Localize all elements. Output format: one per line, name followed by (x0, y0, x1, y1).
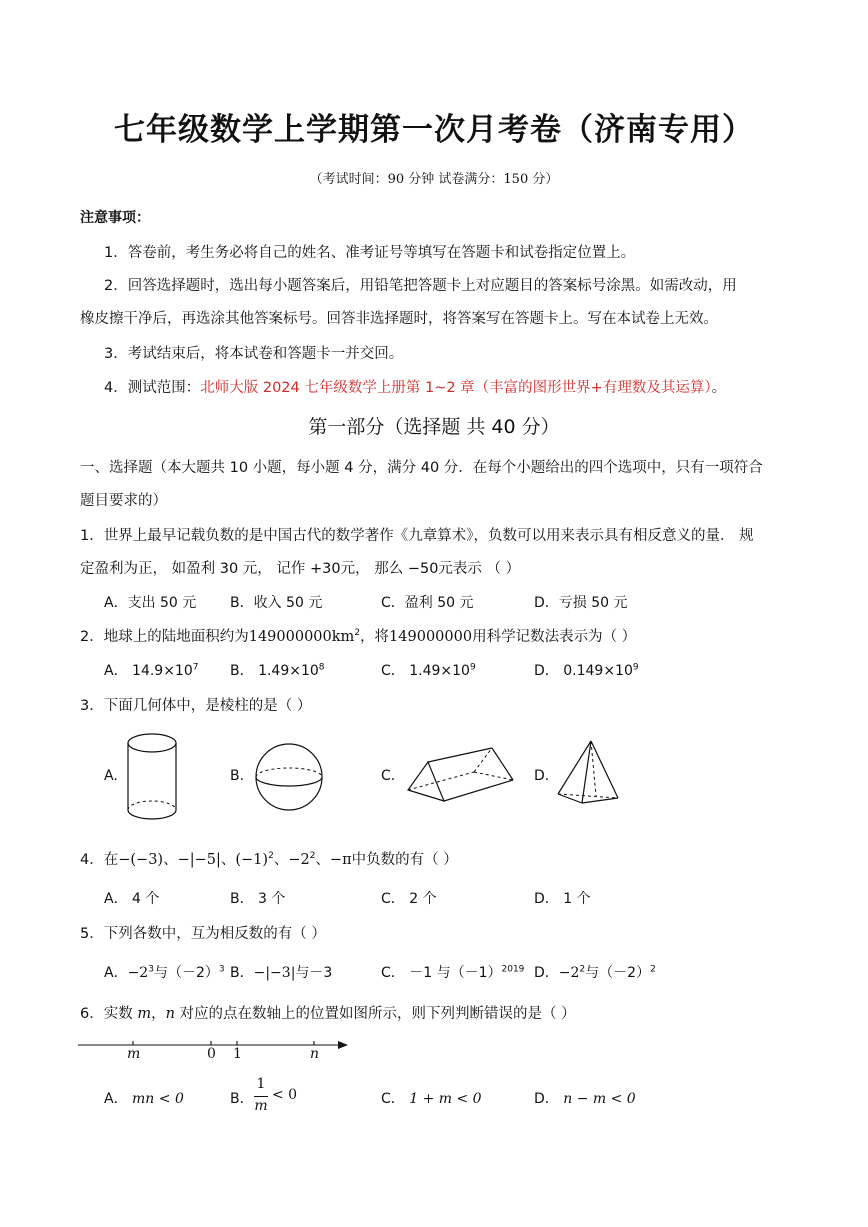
q4-stem-b: 中负数的有（ ） (351, 852, 458, 868)
q5-a-label: A． (104, 965, 128, 981)
q3-option-d-label: D. (534, 768, 550, 784)
q2-option-a (104, 660, 198, 680)
number-line-label-n: n (310, 1046, 320, 1062)
q2-option-c (381, 660, 476, 680)
note-4 (104, 376, 726, 397)
q1-option-d: D．亏损 50 元 (534, 595, 628, 611)
q4-expr-2: −|−5| (177, 852, 221, 868)
q5-a-expr: −2 (127, 965, 149, 981)
number-line-label-1: 1 (233, 1046, 242, 1062)
q2-d-base: 0.149×10 (563, 663, 633, 679)
q5-option-c (381, 962, 524, 982)
q5-option-b (230, 962, 332, 982)
q4-option-c: C． 2 个 (381, 891, 437, 907)
number-line-label-m: m (127, 1046, 141, 1062)
q5-option-a (104, 962, 225, 982)
q5-stem: 5．下列各数中，互为相反数的有（ ） (80, 926, 326, 942)
part-title: 第一部分（选择题 共 40 分） (308, 416, 560, 438)
number-line-label-0: 0 (207, 1046, 216, 1062)
q6-option-b (230, 1088, 254, 1108)
q2-c-base: 1.49×10 (409, 663, 470, 679)
q2-stem-b: ，将 (360, 629, 390, 645)
q6-var-m: m (137, 1006, 152, 1022)
note-3: 3．考试结束后，将本试卷和答题卡一并交回。 (104, 346, 404, 362)
q4-option-b: B． 3 个 (230, 891, 286, 907)
q6-d-label: D． (534, 1091, 559, 1107)
q6-stem-a: 6．实数 (80, 1006, 138, 1022)
q6-comma: ， (151, 1006, 166, 1022)
q6-b-label: B． (230, 1091, 254, 1107)
q6-b-denominator: m (254, 1098, 268, 1114)
exam-info: （考试时间：90 分钟 试卷满分：150 分） (309, 172, 559, 187)
q4-expr-3: (−1) (235, 852, 269, 868)
q6-a-label: A． (104, 1091, 128, 1107)
q4-sep-3: 、 (273, 852, 289, 868)
q1-option-a: A．支出 50 元 (104, 595, 197, 611)
section-instructions-line-1: 一、选择题（本大题共 10 小题，每小题 4 分，满分 40 分．在每个小题给出的四个选项中，只有一项符合 (80, 460, 763, 476)
q6-a-expr: mn < 0 (132, 1091, 184, 1107)
q6-b-fraction-bar (254, 1096, 268, 1097)
q6-c-expr: 1 + m < 0 (409, 1091, 482, 1107)
q4-expr-1: −(−3) (118, 852, 164, 868)
q2-stem-a: 2．地球上的陆地面积约为 (80, 629, 249, 645)
q4-sep-2: 、 (220, 852, 236, 868)
q2-a-base: 14.9×10 (132, 663, 193, 679)
triangular-prism-figure (404, 740, 516, 806)
q6-var-n: n (165, 1006, 175, 1022)
q4-expr-4-exp: 2 (309, 851, 316, 862)
q5-d-label: D． (534, 965, 559, 981)
sphere-figure (254, 742, 324, 812)
q2-d-exp: 9 (632, 662, 639, 673)
q5-a-rest: 与（－2） (153, 965, 219, 981)
q6-c-label: C． (381, 1091, 405, 1107)
q4-expr-4: −2 (288, 852, 310, 868)
q1-stem-line-1: 1．世界上最早记载负数的是中国古代的数学著作《九章算术》，负数可以用来表示具有相反意义的量． 规 (80, 528, 754, 544)
notes-heading: 注意事项： (80, 210, 150, 226)
test-range: 北师大版 2024 七年级数学上册第 1~2 章（丰富的图形世界+有理数及其运算） (200, 380, 712, 396)
note-1: 1．答卷前，考生务必将自己的姓名、准考证号等填写在答题卡和试卷指定位置上。 (104, 245, 636, 261)
q2-b-base: 1.49×10 (258, 663, 319, 679)
q2-option-d (534, 660, 639, 680)
q2-a-exp: 7 (192, 662, 199, 673)
q2-b-label: B． (230, 663, 254, 679)
q5-a-exp: 3 (148, 964, 154, 975)
q4-expr-5: −π (329, 852, 352, 868)
q3-stem: 3．下面几何体中，是棱柱的是（ ） (80, 698, 312, 714)
cylinder-figure (124, 732, 180, 822)
q3-option-c-label: C. (381, 768, 396, 784)
q2-d-label: D． (534, 663, 559, 679)
note-4-suffix: 。 (711, 380, 727, 396)
q3-option-a-label: A. (104, 768, 118, 784)
q6-b-numerator: 1 (256, 1076, 266, 1092)
q6-option-d (534, 1088, 636, 1108)
q6-option-c (381, 1088, 482, 1108)
q6-option-a (104, 1088, 184, 1108)
q6-stem-b: 对应的点在数轴上的位置如图所示，则下列判断错误的是（ ） (174, 1006, 576, 1022)
q5-d-rest: 与（－2） (585, 965, 651, 981)
q5-d-exp: 2 (579, 964, 586, 975)
q4-expr-3-exp: 2 (268, 851, 274, 862)
q1-option-c: C．盈利 50 元 (381, 595, 474, 611)
section-instructions-line-2: 题目要求的） (80, 493, 167, 509)
q5-b-expr: −|−3| (253, 965, 296, 981)
q6-d-expr: n − m < 0 (563, 1091, 636, 1107)
q1-option-b: B．收入 50 元 (230, 595, 323, 611)
q4-stem-a: 4．在 (80, 852, 119, 868)
q2-option-b (230, 660, 325, 680)
note-2-line-1: 2．回答选择题时，选出每小题答案后，用铅笔把答题卡上对应题目的答案标号涂黑。如需改动，用 (104, 278, 737, 294)
q5-b-rest: 与－3 (295, 965, 333, 981)
q3-option-b-label: B. (230, 768, 245, 784)
q4-option-d: D． 1 个 (534, 891, 591, 907)
q5-d-exp-2: 2 (650, 964, 656, 975)
q2-b-exp: 8 (318, 662, 325, 673)
note-2-line-2: 橡皮擦干净后，再选涂其他答案标号。回答非选择题时，将答案写在答题卡上。写在本试卷上无效。 (80, 311, 718, 327)
q4-sep-1: 、 (163, 852, 178, 868)
q5-a-exp-2: 3 (218, 964, 225, 975)
note-4-prefix: 4．测试范围： (104, 380, 201, 396)
q6-stem (80, 1002, 576, 1023)
q1-stem-line-2: 定盈利为正， 如盈利 30 元， 记作 +30元， 那么 −50元表示 （ ） (80, 561, 521, 577)
q2-stem-c: 用科学记数法表示为（ ） (472, 629, 637, 645)
pyramid-figure (556, 738, 620, 808)
q5-d-expr: −2 (558, 965, 580, 981)
q4-stem (80, 848, 458, 869)
q2-stem (80, 625, 636, 646)
q5-c-exp: 2019 (501, 964, 525, 975)
q4-sep-4: 、 (315, 852, 330, 868)
q4-option-a: A． 4 个 (104, 891, 160, 907)
q5-b-label: B． (230, 965, 254, 981)
q2-a-label: A． (104, 663, 128, 679)
page-title: 七年级数学上学期第一次月考卷（济南专用） (114, 112, 754, 148)
q5-c-text: C． －1 与（－1） (381, 965, 502, 981)
q2-area-value: 149000000km (248, 629, 355, 645)
q5-option-d (534, 962, 656, 982)
q2-c-exp: 9 (469, 662, 476, 673)
q6-b-rest: < 0 (272, 1087, 298, 1103)
q2-c-label: C． (381, 663, 405, 679)
q2-area-exp: 2 (354, 628, 361, 639)
q2-number: 149000000 (389, 629, 473, 645)
